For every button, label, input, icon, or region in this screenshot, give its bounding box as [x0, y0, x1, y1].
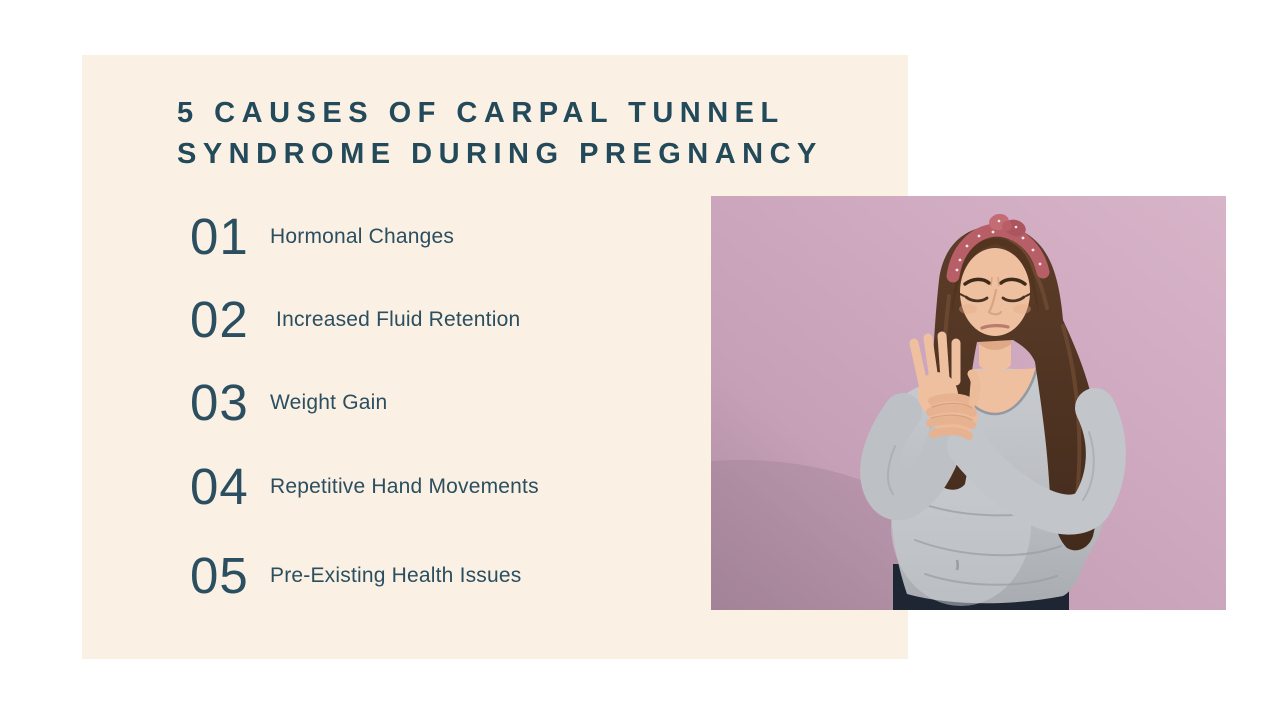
- cause-label: Repetitive Hand Movements: [270, 475, 539, 498]
- cause-label: Weight Gain: [270, 391, 388, 414]
- cause-number: 03: [190, 374, 249, 431]
- thumb: [972, 374, 976, 402]
- pregnant-woman-illustration: [711, 196, 1226, 610]
- cause-row-repetitive-movements: [190, 458, 539, 516]
- cause-row-weight-gain: [190, 374, 387, 432]
- cause-label: Pre-Existing Health Issues: [270, 564, 522, 587]
- pregnancy-photo: [711, 196, 1226, 610]
- cause-row-fluid-retention: [190, 291, 520, 349]
- cause-number: 02: [190, 291, 249, 348]
- belly-button: [957, 560, 958, 570]
- title-line-2: SYNDROME DURING PREGNANCY: [177, 138, 823, 170]
- cause-number: 01: [190, 208, 249, 265]
- cause-row-hormonal-changes: [190, 208, 454, 266]
- cause-label: Hormonal Changes: [270, 225, 455, 248]
- cause-number: 05: [190, 547, 249, 604]
- title-line-1: 5 CAUSES OF CARPAL TUNNEL: [177, 97, 785, 129]
- cause-number: 04: [190, 458, 249, 515]
- page-title: [177, 93, 823, 175]
- cause-label: Increased Fluid Retention: [270, 308, 521, 331]
- cause-row-preexisting-issues: [190, 547, 521, 605]
